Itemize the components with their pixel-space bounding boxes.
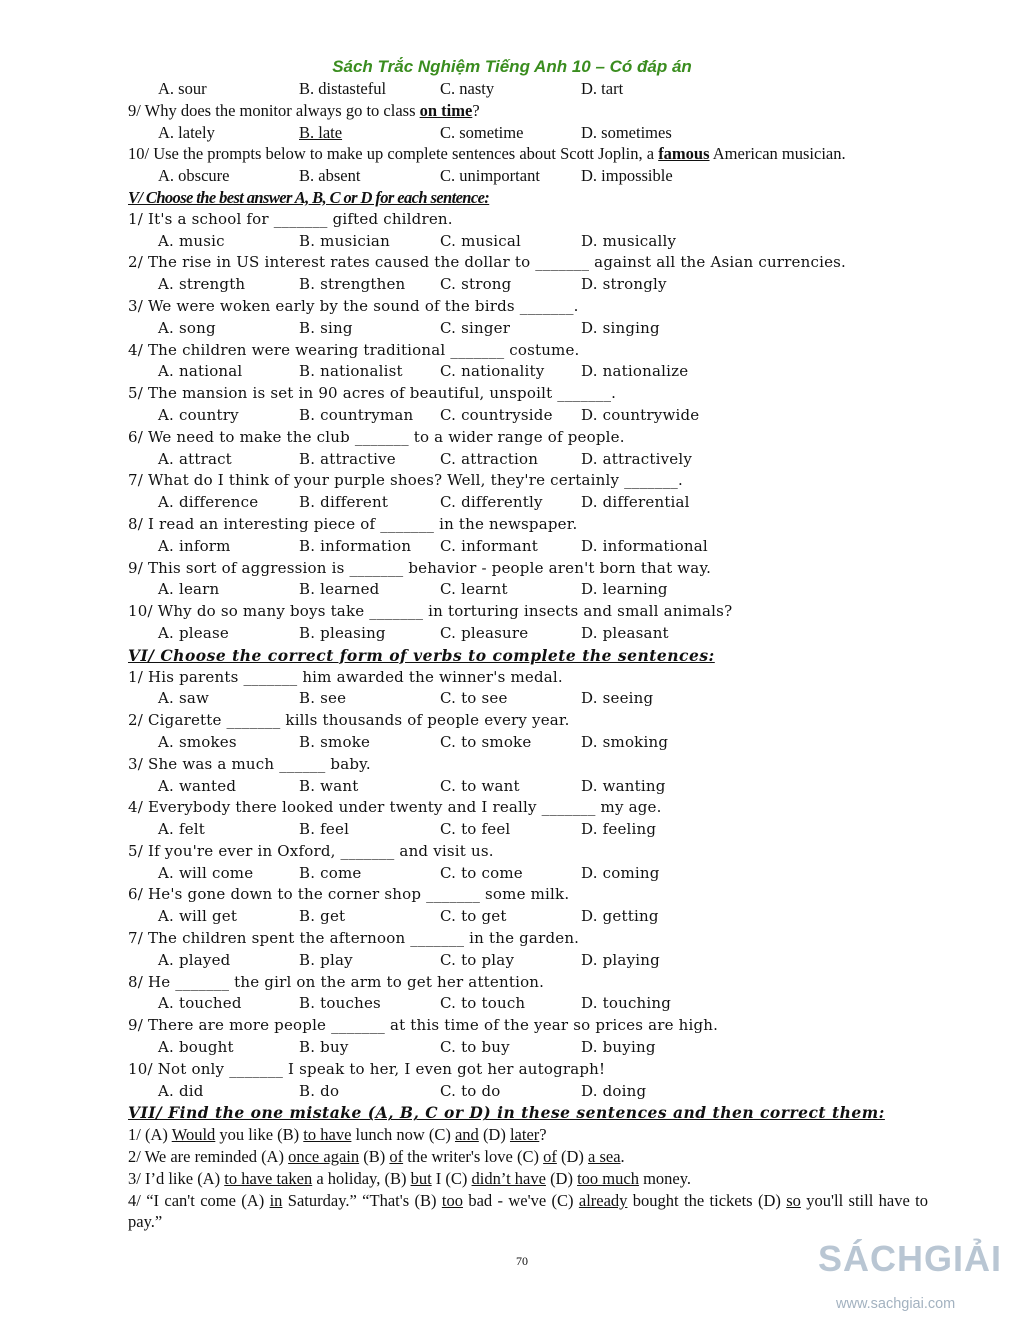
option: C. unimportant (440, 166, 540, 186)
option: B. buy (299, 1038, 349, 1057)
option: C. to buy (440, 1038, 510, 1057)
option: B. feel (299, 820, 350, 839)
question-9: 9/ There are more people _______ at this time of the year so prices are high. (128, 1016, 719, 1035)
option: A. felt (158, 820, 206, 839)
option-row (128, 405, 924, 427)
question-8: 8/ I read an interesting piece of _______ in the newspaper. (128, 514, 578, 533)
option-row (128, 863, 924, 885)
option: B. attractive (299, 449, 396, 468)
option: B. late (299, 122, 343, 142)
option: D. pleasant (581, 623, 669, 642)
option-row (128, 1081, 924, 1103)
option: A. sour (158, 79, 207, 98)
option: A. attract (158, 449, 232, 468)
option-row (128, 536, 924, 558)
section-vi-title: VI/ Choose the correct form of verbs to complete the sentences: (128, 645, 715, 665)
option-row (128, 993, 924, 1015)
option: C. to play (440, 950, 515, 969)
option-row (128, 906, 924, 928)
option: A. will come (158, 863, 254, 882)
page-number: 70 (516, 1254, 528, 1268)
option: A. learn (158, 580, 220, 599)
option: C. to smoke (440, 732, 532, 751)
option-row (128, 1037, 924, 1059)
question-10: 10/ Why do so many boys take _______ in torturing insects and small animals? (128, 602, 733, 621)
option: C. to touch (440, 994, 526, 1013)
option-row (128, 122, 924, 144)
option: A. difference (158, 493, 259, 512)
question-2: 2/ Cigarette _______ kills thousands of people every year. (128, 711, 570, 730)
section-vii-title: VII/ Find the one mistake (A, B, C or D) in these sentences and then correct them: (128, 1103, 885, 1123)
mistake-question-3: 3/ I’d like (A) to have taken a holiday, (B) but I (C) didn’t have (D) too much money. (128, 1168, 692, 1188)
option-row (128, 732, 924, 754)
option: B. sing (299, 318, 353, 337)
option: B. musician (299, 231, 390, 250)
section-v-title: V/ Choose the best answer A, B, C or D for each sentence: (128, 187, 490, 207)
option-row (128, 492, 924, 514)
option: D. tart (581, 79, 624, 98)
document-body (128, 78, 928, 1233)
option-row (128, 318, 924, 340)
option: B. pleasing (299, 623, 386, 642)
option-row (128, 361, 924, 383)
question-8: 8/ He _______ the girl on the arm to get her attention. (128, 972, 545, 991)
option: B. come (299, 863, 362, 882)
question-5: 5/ If you're ever in Oxford, _______ and visit us. (128, 841, 494, 860)
option: A. played (158, 950, 231, 969)
option: A. bought (158, 1038, 234, 1057)
option: D. doing (581, 1081, 647, 1100)
option: D. impossible (581, 166, 673, 186)
option: A. national (158, 362, 243, 381)
question-3: 3/ She was a much ______ baby. (128, 754, 371, 773)
option: A. smokes (158, 732, 237, 751)
question-2: 2/ The rise in US interest rates caused the dollar to _______ against all the Asian currencies. (128, 253, 847, 272)
option: C. informant (440, 536, 538, 555)
option: D. feeling (581, 820, 657, 839)
option: C. to get (440, 907, 507, 926)
option: D. touching (581, 994, 672, 1013)
option: D. learning (581, 580, 668, 599)
option-row (128, 579, 924, 601)
option: C. to do (440, 1081, 501, 1100)
option: C. attraction (440, 449, 539, 468)
option: C. learnt (440, 580, 508, 599)
option: A. obscure (158, 166, 230, 186)
option: D. playing (581, 950, 660, 969)
option: A. please (158, 623, 229, 642)
option: B. do (299, 1081, 340, 1100)
option: D. singing (581, 318, 660, 337)
option: C. nationality (440, 362, 545, 381)
option: B. get (299, 907, 346, 926)
option: C. countryside (440, 405, 553, 424)
option: A. lately (158, 122, 215, 142)
option: B. touches (299, 994, 381, 1013)
option-row (128, 231, 924, 253)
option: C. musical (440, 231, 521, 250)
question-9: 9/ This sort of aggression is _______ behavior - people aren't born that way. (128, 558, 712, 577)
page-header: Sách Trắc Nghiệm Tiếng Anh 10 – Có đáp án (332, 57, 692, 76)
option: D. countrywide (581, 405, 700, 424)
option: B. strengthen (299, 275, 406, 294)
option: B. countryman (299, 405, 414, 424)
option-row (128, 688, 924, 710)
option: A. will get (158, 907, 238, 926)
option: D. differential (581, 493, 690, 512)
option: A. saw (158, 689, 210, 708)
option: C. pleasure (440, 623, 529, 642)
question-6: 6/ We need to make the club _______ to a wider range of people. (128, 427, 625, 446)
option: D. getting (581, 907, 659, 926)
option: C. sometime (440, 122, 524, 142)
option: B. smoke (299, 732, 371, 751)
question-1: 1/ His parents _______ him awarded the winner's medal. (128, 667, 563, 686)
option: D. informational (581, 536, 708, 555)
option: A. touched (158, 994, 242, 1013)
question-9: 9/ Why does the monitor always go to class on time? (128, 100, 480, 120)
option: D. wanting (581, 776, 666, 795)
option: B. see (299, 689, 347, 708)
option: C. nasty (440, 79, 495, 98)
watermark-logo: SÁCHGIẢI (818, 1238, 1003, 1279)
option-row (128, 274, 924, 296)
option: C. differently (440, 493, 543, 512)
question-10: 10/ Not only _______ I speak to her, I even got her autograph! (128, 1059, 606, 1078)
option: A. wanted (158, 776, 237, 795)
option: D. coming (581, 863, 660, 882)
option: B. nationalist (299, 362, 403, 381)
option: C. to come (440, 863, 523, 882)
option: A. country (158, 405, 239, 424)
option-row (128, 165, 924, 187)
option-row (128, 449, 924, 471)
option: C. to see (440, 689, 508, 708)
option: B. distasteful (299, 79, 387, 98)
option: D. nationalize (581, 362, 689, 381)
option: B. want (299, 776, 359, 795)
option: B. information (299, 536, 412, 555)
option: D. buying (581, 1038, 656, 1057)
option: A. inform (158, 536, 231, 555)
question-7: 7/ What do I think of your purple shoes? Well, they're certainly _______. (128, 471, 683, 490)
option: D. smoking (581, 732, 669, 751)
section-v-questions (128, 209, 924, 645)
question-6: 6/ He's gone down to the corner shop _______ some milk. (128, 885, 570, 904)
option: B. play (299, 950, 353, 969)
option: D. sometimes (581, 122, 672, 142)
option: C. singer (440, 318, 511, 337)
question-1: 1/ It's a school for _______ gifted children. (128, 209, 453, 228)
option: B. absent (299, 166, 361, 186)
option: B. different (299, 493, 389, 512)
watermark-url: www.sachgiai.com (836, 1296, 956, 1312)
option-row (128, 776, 924, 798)
question-4: 4/ Everybody there looked under twenty and I really _______ my age. (128, 798, 662, 817)
option: D. seeing (581, 689, 654, 708)
question-3: 3/ We were woken early by the sound of the birds _______. (128, 296, 579, 315)
mistake-question-4: 4/ “I can't come (A) in Saturday.” “That's (B) too bad - we've (C) already bought the tickets (D) so you'll still have to pay.” (128, 1190, 928, 1232)
option: C. strong (440, 275, 512, 294)
option: D. strongly (581, 275, 667, 294)
question-5: 5/ The mansion is set in 90 acres of beautiful, unspoilt _______. (128, 384, 617, 403)
mistake-question-1: 1/ (A) Would you like (B) to have lunch now (C) and (D) later? (128, 1125, 547, 1145)
option-row (128, 819, 924, 841)
option: D. attractively (581, 449, 692, 468)
mistake-question-2: 2/ We are reminded (A) once again (B) of the writer's love (C) of (D) a sea. (128, 1147, 625, 1167)
question-7: 7/ The children spent the afternoon _______ in the garden. (128, 929, 580, 948)
option: A. music (158, 231, 225, 250)
option-row (128, 950, 924, 972)
option-row (128, 78, 924, 100)
section-vi-questions (128, 667, 924, 1103)
option: B. learned (299, 580, 380, 599)
option: D. musically (581, 231, 677, 250)
question-4: 4/ The children were wearing traditional _______ costume. (128, 340, 580, 359)
option: A. did (158, 1081, 204, 1100)
option-row (128, 623, 924, 645)
question-10: 10/ Use the prompts below to make up complete sentences about Scott Joplin, a famous American musician. (128, 144, 846, 164)
option: A. strength (158, 275, 246, 294)
option: C. to want (440, 776, 520, 795)
option: A. song (158, 318, 216, 337)
option: C. to feel (440, 820, 511, 839)
